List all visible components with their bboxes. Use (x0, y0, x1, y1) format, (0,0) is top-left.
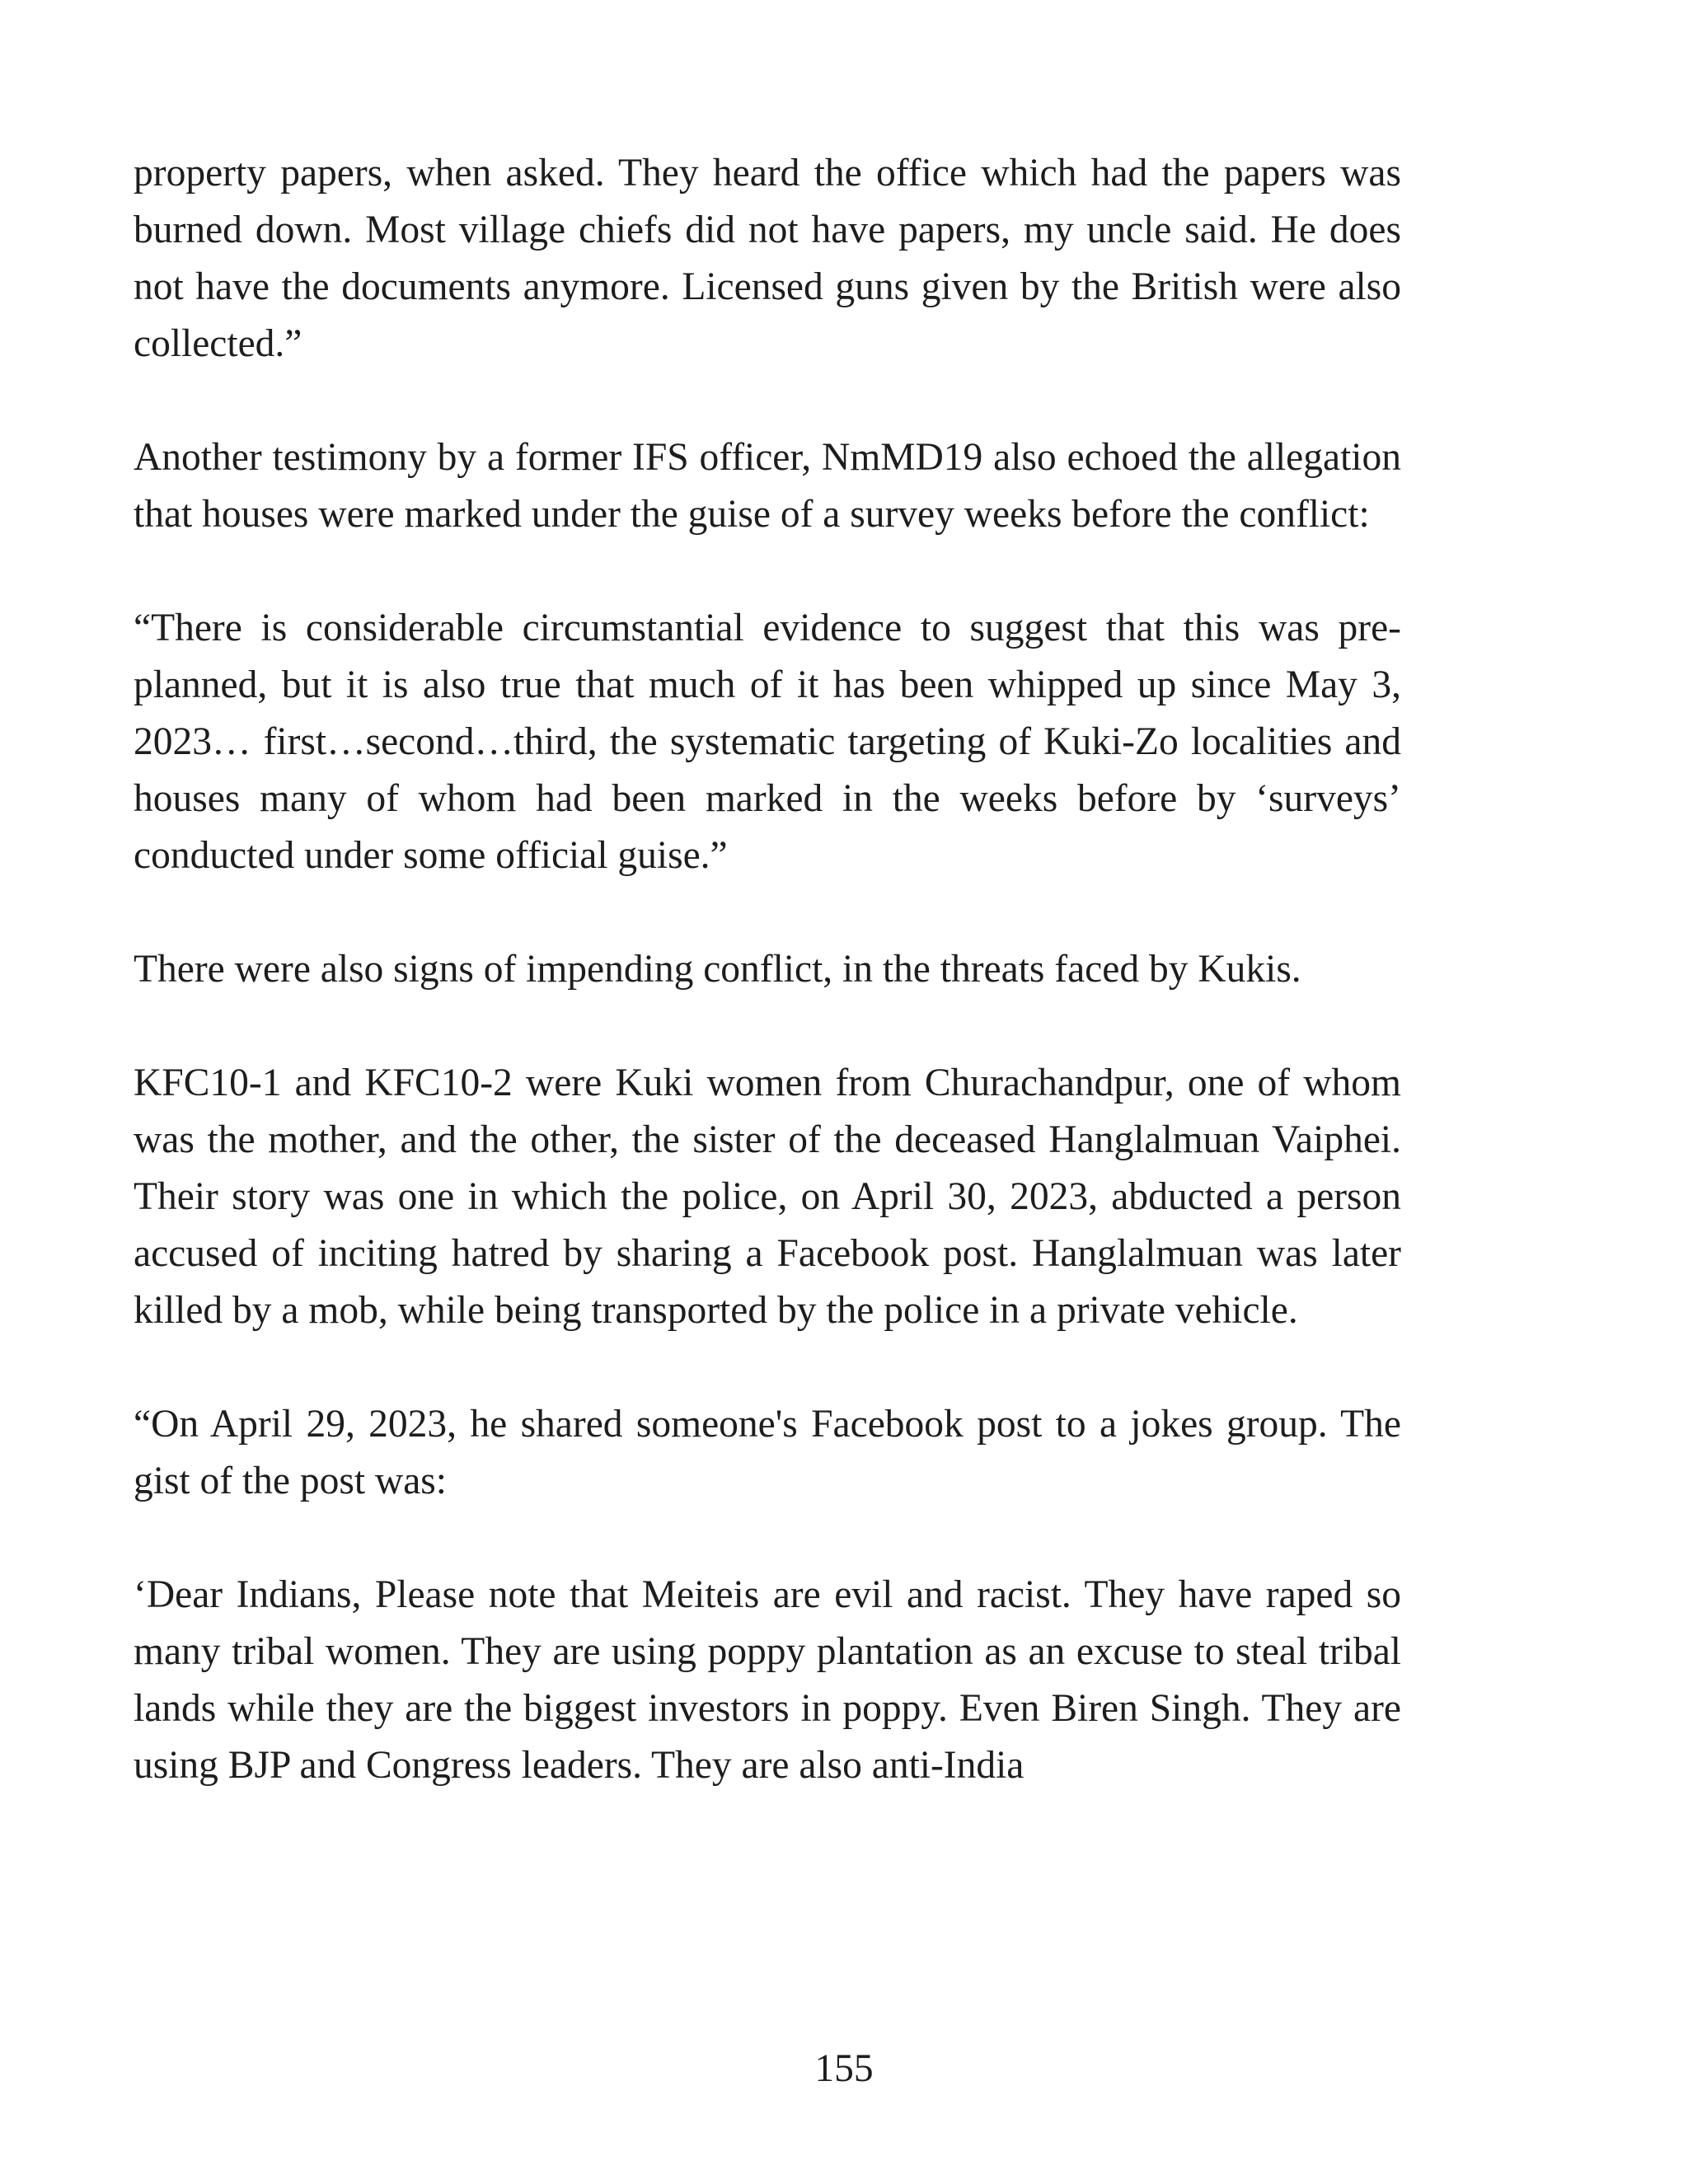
page-number: 155 (814, 2047, 874, 2090)
body-text (134, 145, 1401, 1794)
paragraph-quote-pre-planned: “There is considerable circumstantial evidence to suggest that this was pre-planned, but it is also true that much of it has been whipped up since May 3, 2023… first…second…third, the systematic targeting of Kuki-Zo localities and houses many of whom had been marked in the weeks before by ‘surveys’ conducted under some official guise.” (134, 607, 1401, 877)
paragraph-impending-conflict: There were also signs of impending conflict, in the threats faced by Kukis. (134, 948, 1301, 991)
paragraph-property-papers: property papers, when asked. They heard the office which had the papers was burned down. Most village chiefs did not have papers, my uncle said. He does not have the documents anymore. Licensed guns given by the British were also collected.” (134, 152, 1401, 365)
paragraph-ifs-officer-testimony: Another testimony by a former IFS officer, NmMD19 also echoed the allegation that houses were marked under the guise of a survey weeks before the conflict: (134, 436, 1401, 536)
paragraph-facebook-post-intro: “On April 29, 2023, he shared someone's Facebook post to a jokes group. The gist of the post was: (134, 1403, 1401, 1502)
paragraph-facebook-post-quote: ‘Dear Indians, Please note that Meiteis are evil and racist. They have raped so many tribal women. They are using poppy plantation as an excuse to steal tribal lands while they are the biggest investors in poppy. Even Biren Singh. They are using BJP and Congress leaders. They are also anti-India (134, 1573, 1401, 1787)
paragraph-kfc10-testimony: KFC10-1 and KFC10-2 were Kuki women from Churachandpur, one of whom was the mother, and the other, the sister of the deceased Hanglalmuan Vaiphei. Their story was one in which the police, on April 30, 2023, abducted a person accused of inciting hatred by sharing a Facebook post. Hanglalmuan was later killed by a mob, while being transported by the police in a private vehicle. (134, 1062, 1401, 1332)
